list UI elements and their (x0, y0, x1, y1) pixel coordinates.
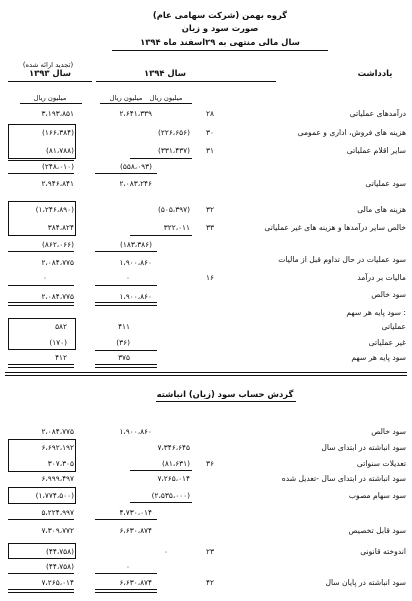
pl-row-value: (۵۰۵،۳۹۷) (158, 205, 190, 214)
re-row-value: (۸۱،۶۳۱) (162, 459, 190, 468)
restated-label: (تجدید ارائه شده) (22, 61, 74, 69)
pl-row-label: عملیاتی (381, 322, 406, 331)
pl-row-value: ۳۲۲،۰۱۱ (163, 223, 190, 232)
pl-row-value: ۱،۹۰۰،۸۶۰ (119, 258, 152, 267)
pl-row-label: درآمدهای عملیاتی (349, 109, 406, 118)
pl-row-value: ۲،۹۴۶،۸۴۱ (41, 179, 74, 188)
pl-row-label: سایر اقلام عملیاتی (346, 146, 406, 155)
pl-row-value: (۱،۲۴۶،۸۹۰) (35, 205, 74, 214)
pl-row-note: ۳۱ (206, 146, 214, 155)
re-row-value: (۴۴،۷۵۸) (46, 562, 74, 571)
pl-row-value: (۳۳۱،۴۳۷) (158, 146, 190, 155)
highlight-box (8, 543, 76, 559)
re-row-label: اندوخته قانونی (360, 547, 406, 556)
re-row-value: ۵،۲۲۴،۹۹۷ (41, 508, 74, 517)
highlight-box (8, 318, 76, 350)
pl-row-label: سود عملیاتی (365, 179, 406, 188)
section-divider (5, 375, 407, 376)
re-row-label: سود انباشته در پایان سال (325, 578, 406, 587)
highlight-box (8, 201, 76, 236)
re-row-value: ۶،۶۹۲،۱۹۲ (41, 443, 74, 452)
col-note: یادداشت (357, 68, 393, 78)
pl-row-value: ۲،۰۸۴،۷۷۵ (41, 292, 74, 301)
pl-row-value: (۲۴۸،۰۱۰) (42, 162, 74, 171)
pl-row-value: ۱،۹۰۰،۸۶۰ (119, 292, 152, 301)
re-row-value: ۶،۹۹۹،۴۹۷ (41, 474, 74, 483)
company-title: گروه بهمن (شرکت سهامی عام) (152, 10, 288, 20)
re-row-note: ۳۶ (206, 459, 214, 468)
re-row-value: ۷،۲۶۵،۰۱۴ (157, 474, 190, 483)
pl-row-value: ۳۷۵ (118, 353, 130, 362)
pl-row-value: (۱۸۳،۳۸۶) (120, 240, 152, 249)
re-row-value: (۴۴،۷۵۸) (46, 547, 74, 556)
pl-row-note: ۲۸ (206, 109, 214, 118)
pl-row-value: ۲،۰۸۳،۲۴۶ (119, 179, 152, 188)
pl-row-note: ۳۳ (206, 223, 214, 232)
re-row-value: ۷،۲۶۵،۰۱۴ (41, 578, 74, 587)
re-row-label: سود قابل تخصیص (348, 526, 406, 535)
pl-row-note: ۳۰ (206, 128, 214, 137)
re-row-label: تعدیلات سنواتی (356, 459, 406, 468)
pl-row-value: ۰ (43, 273, 47, 282)
unit-1393: میلیون ریال (33, 94, 67, 102)
pl-row-value: (۵۵۸،۰۹۳) (120, 162, 152, 171)
re-row-value: ۲،۰۸۴،۷۷۵ (41, 427, 74, 436)
re-row-value: (۱،۷۷۴،۵۰۰) (35, 491, 74, 500)
re-row-note: ۴۲ (206, 578, 214, 587)
pl-row-value: (۸۶۲،۰۶۶) (42, 240, 74, 249)
pl-row-value: ۴۱۱ (118, 322, 130, 331)
highlight-box (8, 487, 76, 504)
re-row-label: سود سهام مصوب (348, 491, 406, 500)
pl-row-value: ۰ (126, 273, 130, 282)
pl-row-note: ۳۲ (206, 205, 214, 214)
re-row-value: ۶،۶۳۰،۸۷۴ (119, 526, 152, 535)
col-1394: سال ۱۳۹۴ (143, 68, 187, 78)
pl-row-value: (۸۱،۷۸۸) (46, 146, 74, 155)
pl-row-label: غیر عملیاتی (368, 338, 406, 347)
pl-row-value: ۲،۰۸۴،۷۷۵ (41, 258, 74, 267)
highlight-box (8, 439, 76, 472)
section-divider (5, 372, 407, 373)
pl-row-label: سود پایه هر سهم : (346, 308, 406, 317)
period-title: سال مالی منتهی به ۲۹اسفند ماه ۱۳۹۴ (140, 37, 300, 47)
pl-row-label: هزینه های مالی (357, 205, 406, 214)
pl-row-value: ۳۸۴،۸۲۴ (47, 223, 74, 232)
re-row-value: ۷،۳۰۹،۷۷۲ (41, 526, 74, 535)
highlight-box (8, 124, 76, 159)
pl-row-value: (۲۲۶،۶۵۶) (158, 128, 190, 137)
re-row-value: (۲،۵۳۵،۰۰۰) (151, 491, 190, 500)
pl-row-label: هزینه های فروش، اداری و عمومی (297, 128, 406, 137)
pl-row-value: ۳،۱۹۳،۸۵۱ (41, 109, 74, 118)
re-row-value: ۶،۶۳۰،۸۷۴ (119, 578, 152, 587)
pl-row-label: سود پایه هر سهم (351, 353, 406, 362)
pl-row-value: (۱۶۶،۳۸۴) (42, 128, 74, 137)
statement-title: صورت سود و زیان (181, 23, 259, 33)
pl-row-label: سود خالص (371, 290, 406, 299)
re-row-value: ۳۰۷،۳۰۵ (47, 459, 74, 468)
re-row-value: ۱،۹۰۰،۸۶۰ (119, 427, 152, 436)
re-row-value: ۷،۳۴۶،۶۴۵ (157, 443, 190, 452)
unit-1394a: میلیون ریال (149, 94, 183, 102)
re-row-value: ۰ (126, 562, 130, 571)
pl-row-value: (۳۶) (116, 338, 130, 347)
unit-1394b: میلیون ریال (109, 94, 143, 102)
re-row-label: سود انباشته در ابتدای سال -تعدیل شده (281, 474, 406, 483)
pl-row-label: سود عملیات در حال تداوم قبل از مالیات (278, 255, 406, 264)
retained-earnings-title: گردش حساب سود (زیان) انباشته (156, 389, 294, 399)
pl-row-value: ۵۸۲ (55, 322, 67, 331)
re-row-note: ۲۳ (206, 547, 214, 556)
pl-row-label: خالص سایر درآمدها و هزینه های غیر عملیاتی (264, 223, 406, 232)
re-row-label: سود خالص (371, 427, 406, 436)
pl-row-note: ۱۶ (206, 273, 214, 282)
re-row-value: ۰ (164, 547, 168, 556)
pl-row-label: مالیات بر درآمد (357, 273, 406, 282)
col-1393: سال ۱۳۹۳ (28, 68, 72, 78)
period-underline (112, 50, 328, 51)
pl-row-value: ۲،۶۴۱،۳۳۹ (119, 109, 152, 118)
re-row-label: سود انباشته در ابتدای سال (321, 443, 406, 452)
re-row-value: ۴،۷۳۰،۰۱۴ (119, 508, 152, 517)
pl-row-value: ۴۱۲ (55, 353, 67, 362)
pl-row-value: (۱۷۰) (49, 338, 67, 347)
